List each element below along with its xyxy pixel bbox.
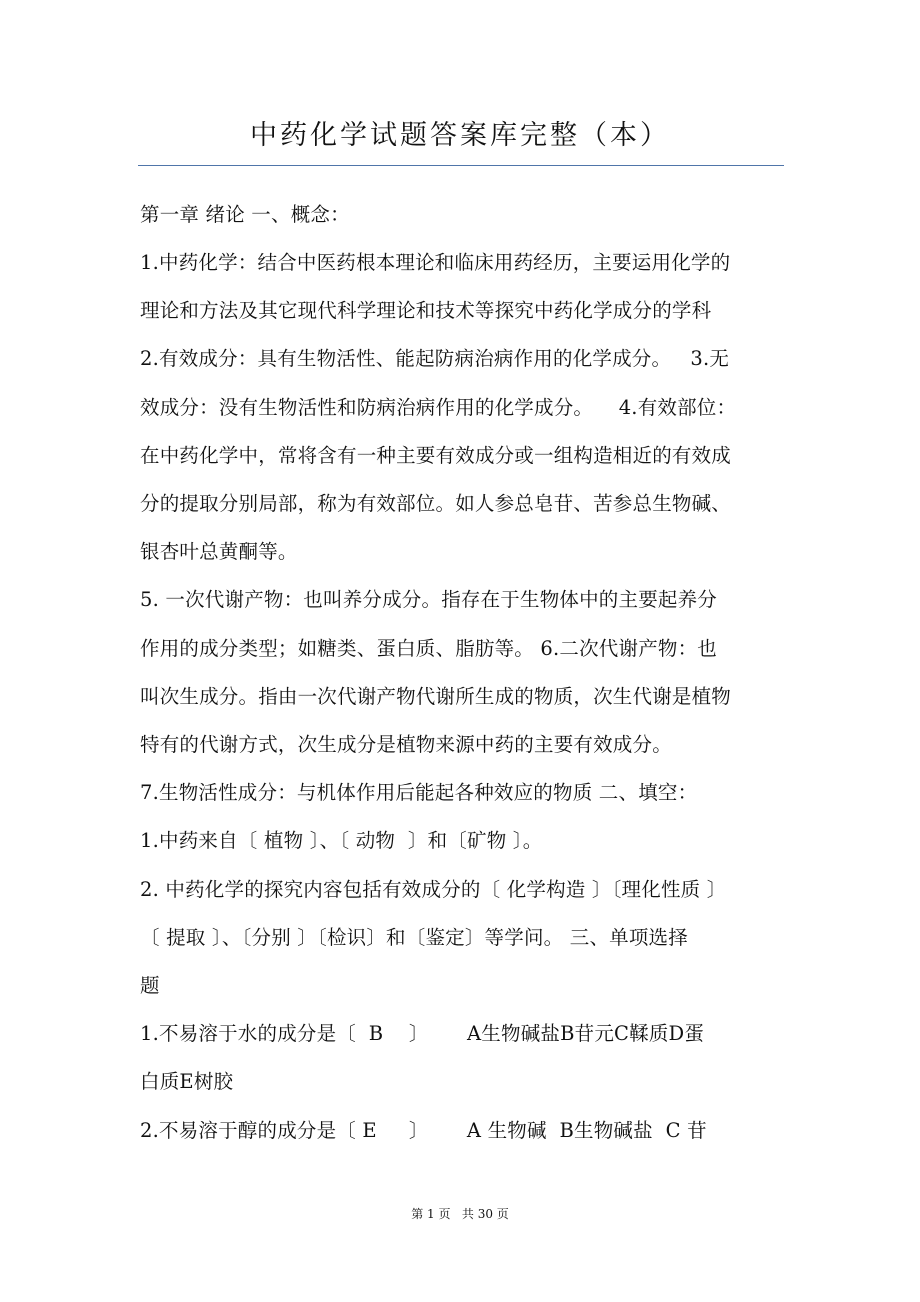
text-line: 效成分：没有生物活性和防病治病作用的化学成分。 4.有效部位： [140,396,737,419]
text-line: 5. 一次代谢产物：也叫养分成分。指存在于生物体中的主要起养分 [140,588,718,611]
text-line: 作用的成分类型；如糖类、蛋白质、脂肪等。 6.二次代谢产物：也 [140,637,718,660]
text-line: 〔 提取 〕、〔分别 〕〔检识〕和〔鉴定〕等学问。 三、单项选择 [140,926,688,949]
text-line: 2. 中药化学的探究内容包括有效成分的〔 化学构造 〕〔理化性质 〕 [140,878,727,901]
text-line: 2.不易溶于醇的成分是〔 E 〕 A 生物碱 B生物碱盐 C 苷 [140,1119,707,1142]
text-line: 特有的代谢方式，次生成分是植物来源中药的主要有效成分。 [140,733,672,756]
text-line: 1.不易溶于水的成分是〔 B 〕 A生物碱盐B苷元C鞣质D蛋 [140,1022,705,1045]
text-line: 2.有效成分：具有生物活性、能起防病治病作用的化学成分。 3.无 [140,347,730,370]
text-line: 1.中药化学：结合中医药根本理论和临床用药经历，主要运用化学的 [140,251,731,274]
title-underline [138,165,784,166]
text-line: 题 [140,974,160,997]
text-line: 分的提取分别局部，称为有效部位。如人参总皂苷、苦参总生物碱、 [140,492,732,515]
page-number: 第 1 页 共 30 页 [411,1207,509,1221]
document-title: 中药化学试题答案库完整（本） [250,120,670,151]
text-line: 理论和方法及其它现代科学理论和技术等探究中药化学成分的学科 [140,299,712,322]
text-line: 1.中药来自〔 植物 〕、〔 动物 〕和〔矿物 〕。 [140,829,543,852]
text-line: 在中药化学中，常将含有一种主要有效成分或一组构造相近的有效成 [140,444,732,467]
text-line: 第一章 绪论 一、概念： [140,203,350,226]
text-line: 白质E树胶 [140,1070,234,1093]
text-line: 银杏叶总黄酮等。 [140,540,298,563]
text-line: 叫次生成分。指由一次代谢产物代谢所生成的物质，次生代谢是植物 [140,685,732,708]
text-line: 7.生物活性成分：与机体作用后能起各种效应的物质 二、填空： [140,781,698,804]
